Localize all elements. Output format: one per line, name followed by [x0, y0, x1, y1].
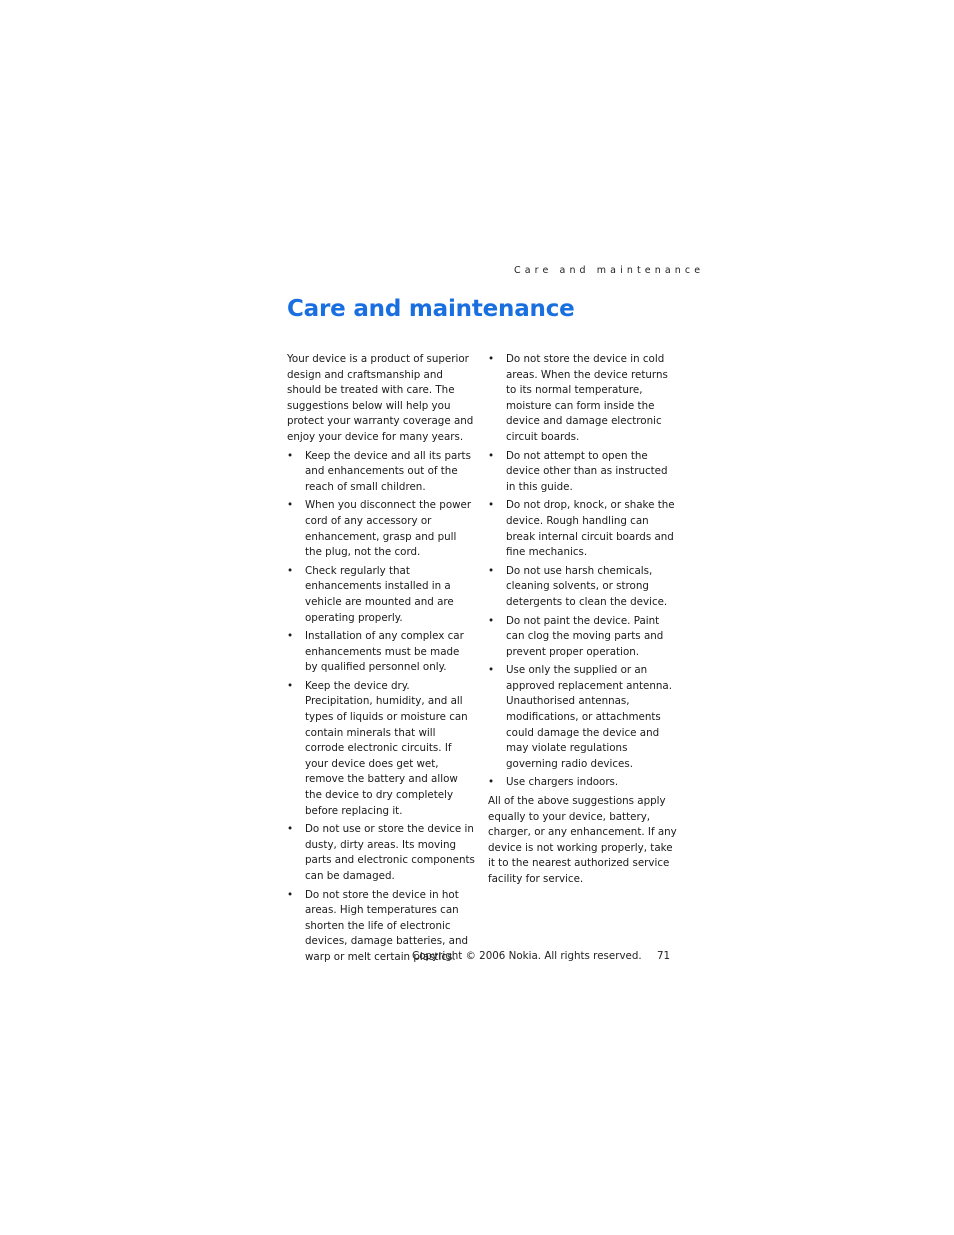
list-item-text: Keep the device dry. Precipitation, humidity, and all types of liquids or moisture can contain minerals that will corrode electronic circuits. If your device does get wet, remove the battery and allow the device to dry completely before replacing it.: [305, 679, 468, 817]
list-item-text: Check regularly that enhancements installed in a vehicle are mounted and are operating properly.: [305, 564, 454, 624]
bullet-icon: •: [488, 449, 495, 462]
list-item-text: Keep the device and all its parts and enhancements out of the reach of small children.: [305, 449, 471, 493]
list-item: [488, 498, 676, 560]
right-bullet-list: [488, 352, 678, 791]
list-item-text: Do not attempt to open the device other than as instructed in this guide.: [506, 449, 668, 493]
left-column: [287, 352, 477, 969]
list-item: [488, 449, 676, 496]
list-item: [287, 498, 475, 560]
list-item: [488, 614, 676, 661]
list-item-text: Do not store the device in cold areas. When the device returns to its normal temperature, moisture can form inside the device and damage electronic circuit boards.: [506, 353, 668, 443]
page-title: Care and maintenance: [287, 296, 575, 322]
bullet-icon: •: [488, 564, 495, 577]
list-item-text: Do not paint the device. Paint can clog the moving parts and prevent proper operation.: [506, 614, 664, 658]
bullet-icon: •: [287, 630, 294, 643]
list-item: [488, 564, 676, 611]
bullet-icon: •: [287, 564, 294, 577]
bullet-icon: •: [488, 664, 495, 677]
bullet-icon: •: [287, 823, 294, 836]
footer-copyright: Copyright © 2006 Nokia. All rights reserved.: [412, 950, 642, 962]
closing-paragraph: All of the above suggestions apply equally to your device, battery, charger, or any enhancement. If any device is not working properly, take it to the nearest authorized service facility for service.: [488, 795, 677, 885]
list-item: [488, 663, 676, 772]
list-item-text: When you disconnect the power cord of any accessory or enhancement, grasp and pull the plug, not the cord.: [305, 499, 472, 559]
bullet-icon: •: [488, 614, 495, 627]
list-item-text: Do not store the device in hot areas. High temperatures can shorten the life of electronic devices, damage batteries, and warp or melt certain plastics.: [305, 888, 469, 963]
list-item: [287, 629, 475, 676]
list-item: [287, 679, 475, 819]
list-item-text: Installation of any complex car enhancements must be made by qualified personnel only.: [305, 630, 464, 674]
bullet-icon: •: [287, 449, 294, 462]
list-item: [287, 564, 475, 626]
page-number: 71: [657, 950, 671, 962]
list-item-text: Use chargers indoors.: [506, 776, 619, 789]
intro-paragraph: Your device is a product of superior design and craftsmanship and should be treated with care. The suggestions below will help you protect your warranty coverage and enjoy your device for many years.: [287, 353, 474, 443]
list-item-text: Do not use or store the device in dusty, dirty areas. Its moving parts and electronic components can be damaged.: [305, 823, 475, 882]
right-column: [488, 352, 678, 891]
list-item-text: Do not use harsh chemicals, cleaning solvents, or strong detergents to clean the device.: [506, 564, 668, 608]
bullet-icon: •: [488, 776, 495, 789]
list-item: [287, 822, 475, 884]
left-bullet-list: [287, 449, 477, 966]
bullet-icon: •: [287, 679, 294, 692]
running-header: Care and maintenance: [514, 265, 705, 276]
bullet-icon: •: [488, 499, 495, 512]
list-item-text: Use only the supplied or an approved replacement antenna. Unauthorised antennas, modifications, or attachments could damage the device and may violate regulations governing radio devices.: [506, 664, 673, 770]
list-item-text: Do not drop, knock, or shake the device. Rough handling can break internal circuit boards and fine mechanics.: [506, 499, 675, 559]
bullet-icon: •: [488, 353, 495, 365]
list-item: [488, 775, 676, 791]
bullet-icon: •: [287, 499, 294, 512]
bullet-icon: •: [287, 888, 294, 901]
list-item: [488, 352, 676, 446]
list-item: [287, 449, 475, 496]
